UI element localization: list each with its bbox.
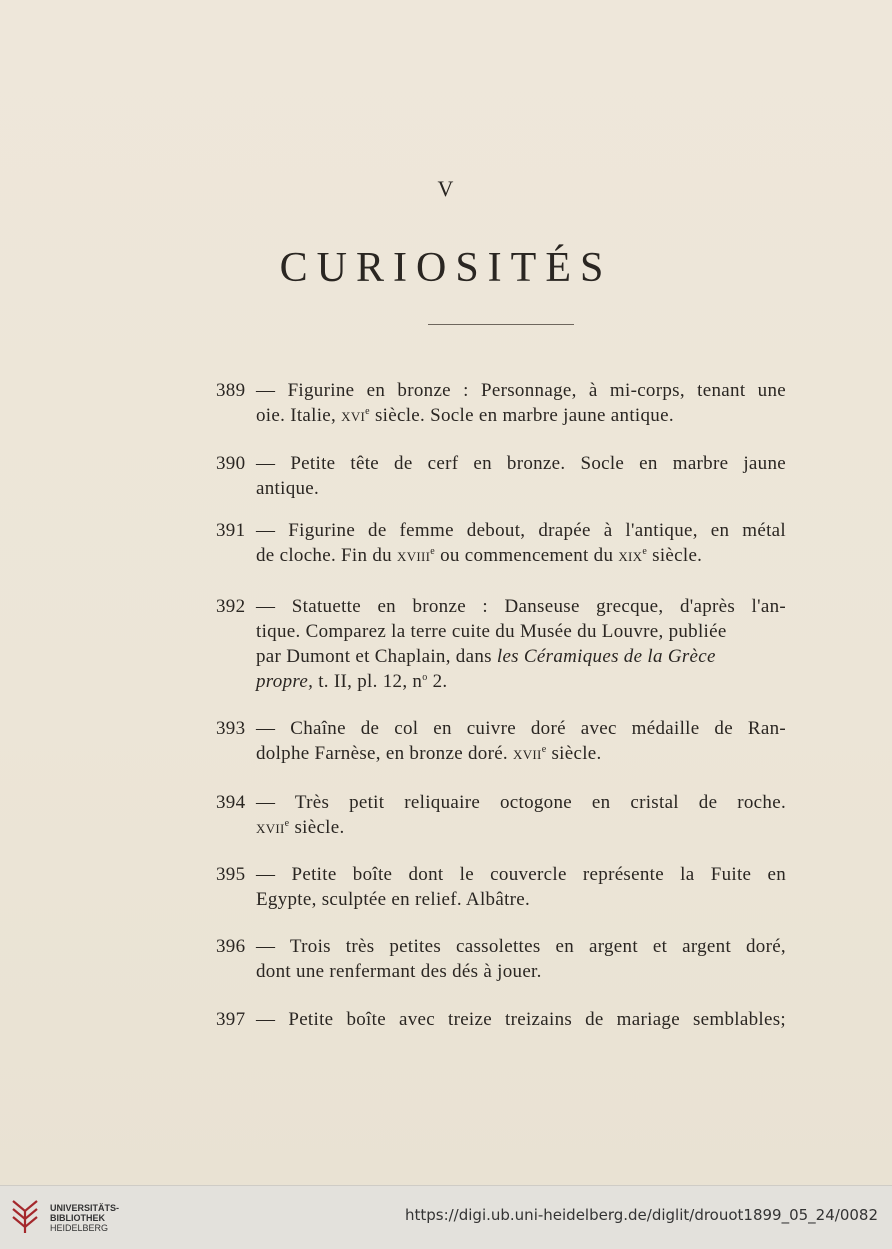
library-name: UNIVERSITÄTS- BIBLIOTHEK HEIDELBERG: [50, 1203, 120, 1233]
entry-text: siècle.: [546, 743, 602, 764]
entry-text: — Chaîne de col en cuivre doré avec médaille de Ran-: [256, 718, 786, 739]
catalog-entry: [216, 862, 786, 912]
entry-text: siècle. Socle en marbre jaune antique.: [369, 405, 674, 426]
entry-number: 394: [216, 792, 246, 813]
entry-number: 390: [216, 453, 246, 474]
superscript: e: [642, 546, 648, 557]
catalog-entry: [216, 451, 786, 501]
catalog-entry: [216, 790, 786, 840]
section-number: V: [437, 176, 455, 201]
book-title: les Céramiques de la Grèce: [496, 646, 716, 667]
entry-number: 389: [216, 380, 246, 401]
source-url-link[interactable]: https://digi.ub.uni-heidelberg.de/diglit/drouot1899_05_24/0082: [404, 1206, 878, 1224]
century: xvi: [341, 405, 366, 426]
section-title: CURIOSITÉS: [279, 245, 613, 291]
entry-text: par Dumont et Chaplain, dans: [256, 646, 497, 667]
century: xviii: [397, 545, 431, 566]
entry-text: de cloche. Fin du: [256, 545, 398, 566]
entry-number: 391: [216, 520, 246, 541]
entry-text: oie. Italie,: [256, 405, 342, 426]
entry-number: 397: [216, 1009, 246, 1030]
catalog-entry: [216, 934, 786, 984]
entry-text: 2.: [427, 671, 448, 692]
catalog-entry: [216, 378, 786, 428]
entry-number: 396: [216, 936, 246, 957]
catalog-entry: [216, 594, 786, 694]
entry-text: Egypte, sculptée en relief. Albâtre.: [256, 889, 531, 910]
title-rule: [428, 324, 574, 325]
catalog-entry: [216, 518, 786, 568]
entry-number: 395: [216, 864, 246, 885]
century: xvii: [256, 817, 285, 838]
entry-number: 392: [216, 596, 246, 617]
entry-text: ou commencement du: [435, 545, 619, 566]
catalog-entry: [216, 716, 786, 766]
entry-text: dolphe Farnèse, en bronze doré.: [256, 743, 514, 764]
entry-text: — Petite boîte dont le couvercle représente la Fuite en: [256, 864, 786, 885]
century: xix: [618, 545, 643, 566]
entry-number: 393: [216, 718, 246, 739]
entry-text: — Figurine de femme debout, drapée à l'antique, en métal: [256, 520, 786, 541]
entry-text: tique. Comparez la terre cuite du Musée du Louvre, publiée: [256, 621, 727, 642]
century: xvii: [513, 743, 542, 764]
superscript: e: [365, 406, 370, 417]
entry-text: siècle.: [647, 545, 703, 566]
entry-text: siècle.: [289, 817, 345, 838]
entry-text: — Trois très petites cassolettes en argent et argent doré,: [256, 936, 786, 957]
superscript: e: [284, 818, 290, 829]
entry-text: — Figurine en bronze : Personnage, à mi-corps, tenant une: [256, 380, 786, 401]
catalog-entry: [216, 1007, 786, 1032]
superscript: e: [430, 546, 436, 557]
entry-text: — Statuette en bronze : Danseuse grecque, d'après l'an-: [256, 596, 786, 617]
viewer-footer: [0, 1185, 892, 1249]
superscript: e: [541, 744, 547, 755]
entry-text: dont une renfermant des dés à jouer.: [256, 961, 542, 982]
book-title: propre,: [256, 671, 314, 692]
entry-text: t. II, pl. 12, n: [313, 671, 423, 692]
superscript: o: [422, 672, 428, 683]
entry-text: — Très petit reliquaire octogone en cristal de roche.: [256, 792, 786, 813]
university-library-logo-icon: [9, 1197, 41, 1235]
entry-text: — Petite boîte avec treize treizains de mariage semblables;: [256, 1009, 786, 1030]
entry-text: antique.: [256, 478, 320, 499]
entry-text: — Petite tête de cerf en bronze. Socle en marbre jaune: [256, 453, 786, 474]
